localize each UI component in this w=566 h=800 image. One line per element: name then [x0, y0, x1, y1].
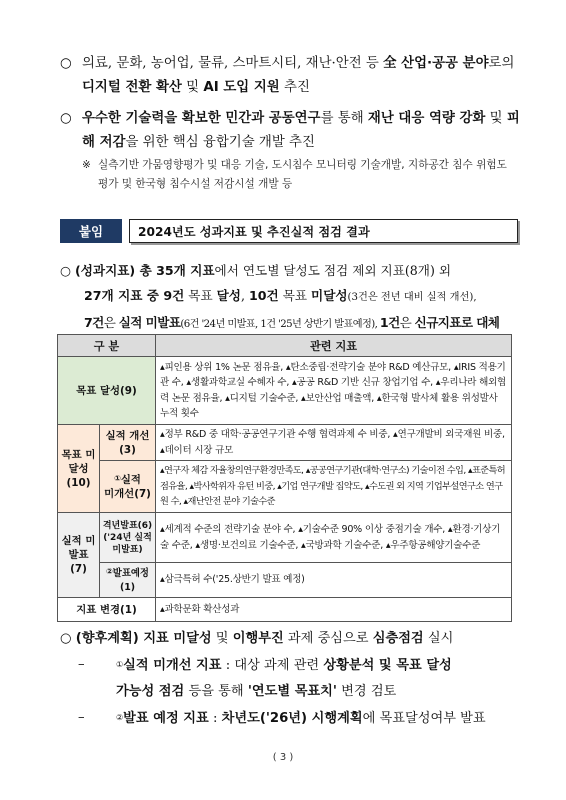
para2-mid2: 및: [485, 111, 507, 126]
table-header-row: [58, 335, 512, 357]
followup-item-2: [60, 705, 522, 732]
appendix-header: [60, 219, 518, 243]
notimproved-label-line1: 실적: [120, 474, 141, 486]
header-indicator: 관련 지표: [156, 335, 512, 357]
summary-total: (성과지표) 총 35개 지표: [75, 263, 215, 278]
unpub24-line3: 미발표): [112, 544, 143, 555]
unpub24-label: [100, 513, 156, 563]
summary-text: 은: [103, 315, 119, 330]
change-label: 지표 변경(1): [58, 598, 156, 622]
notimproved-detail: ▴연구자 체감 자율창의연구환경만족도, ▴공공연구기관(대학·연구소) 기술이전 수입, ▴표준특허 점유율, ▴박사학위자 유턴 비중, ▴기업 연구개발 집약도, ▴수도권 외 지역 기업부설연구소 연구원 수, ▴재난안전 분야 기술수준: [156, 461, 512, 513]
para2-bold3: 피해 저감: [82, 111, 520, 150]
note-text: 실측기반 가뭄영향평가 및 대응 기술, 도시침수 모니터링 기술개발, 지하공간 침수 위험도 평가 및 한국형 침수시설 저감시설 개발 등: [98, 159, 507, 190]
unpub25-label: [100, 563, 156, 598]
para1-mid2: 및: [181, 80, 204, 95]
summary-unpublished: 실적 미발표: [118, 315, 181, 330]
circle-bullet: ○: [60, 56, 72, 71]
followup-item2-title: 발표 예정 지표: [123, 711, 209, 726]
summary-achieved: 달성: [216, 288, 241, 303]
summary-excluded: 에서 연도별 달성도 점검 제외 지표(8개) 외: [214, 263, 452, 278]
followup-deep-check: 심층점검: [372, 631, 424, 646]
circled-number: ②: [116, 713, 124, 722]
table-row: [58, 563, 512, 598]
notimproved-label-line2: 미개선(7): [104, 488, 151, 500]
followup-underperform: 이행부진: [232, 631, 284, 646]
followup-item1-bold: 상황분석 및 목표 달성: [323, 658, 452, 673]
table-row: [58, 461, 512, 513]
circled-number: ①: [114, 474, 121, 483]
missed-label: 목표 미달성 (10): [58, 425, 100, 513]
followup-item2-text: 에 목표달성여부 발표: [362, 711, 486, 726]
improved-detail: ▴정부 R&D 중 대학·공공연구기관 수행 협력과제 수 비중, ▴연구개발비 외국재원 비중, ▴데이터 시장 규모: [156, 425, 512, 461]
table-row: [58, 598, 512, 622]
para2-post: 을 위한 핵심 융합기술 개발 추진: [125, 135, 315, 150]
summary-improved-note: (3건은 전년 대비 실적 개선),: [347, 292, 477, 303]
circle-bullet: ○: [60, 631, 72, 646]
achieved-label: 목표 달성(9): [58, 357, 156, 425]
notimproved-label: [100, 461, 156, 513]
followup-item-1: [60, 652, 522, 705]
circled-number: ①: [116, 660, 124, 669]
header-category: 구 분: [58, 335, 156, 357]
unpub25-detail: ▴삼극특허 수('25.상반기 발표 예정): [156, 563, 512, 598]
summary-count3: 7건: [84, 315, 104, 330]
improved-label: 실적 개선(3): [100, 425, 156, 461]
page-number: ( 3 ): [272, 752, 294, 763]
summary-text: ,: [240, 288, 249, 303]
followup-item1-text: : 대상 과제 관련: [221, 658, 324, 673]
para1-post: 추진: [279, 80, 310, 95]
para2-bold2: 재난 대응 역량 강화: [367, 111, 486, 126]
appendix-title: 2024년도 성과지표 및 추진실적 점검 결과: [129, 219, 518, 243]
unpub24-detail: ▴세계적 수준의 전략기술 분야 수, ▴기술수준 90% 이상 중점기술 개수, ▴환경·기상기술 수준, ▴생명·보건의료 기술수준, ▴국방과학 기술수준, ▴우주항공해양기술수준: [156, 513, 512, 563]
followup-plan-title: (향후계획) 지표 미달성: [75, 631, 212, 646]
para1-mid1: 로의: [488, 56, 515, 71]
table-row: [58, 425, 512, 461]
change-detail: ▴과학문화 확산성과: [156, 598, 512, 622]
followup-item1-target: '연도별 목표치': [247, 684, 337, 699]
paragraph-disaster-research: [60, 107, 520, 155]
unpub24-line1: 격년발표(6): [102, 520, 153, 531]
unpub25-text: 발표예정(1): [112, 568, 149, 593]
summary-missed: 미달성: [311, 288, 348, 303]
followup-text: 실시: [423, 631, 454, 646]
summary-count2: 10건: [248, 288, 279, 303]
unpublished-label: 실적 미발표 (7): [58, 513, 100, 598]
para1-bold1: 全 산업·공공 분야: [383, 56, 489, 71]
performance-summary: [60, 258, 522, 337]
para1-bold2: 디지털 전환 확산: [82, 80, 182, 95]
para1-bold3: AI 도입 지원: [203, 80, 280, 95]
unpub24-line2: ('24년 실적: [103, 532, 152, 543]
summary-text: 은: [399, 315, 415, 330]
followup-item1-text: 등을 통해: [184, 684, 248, 699]
followup-item2-text: :: [208, 711, 222, 726]
dash-bullet: –: [78, 657, 85, 672]
para1-text: 의료, 문화, 농어업, 물류, 스마트시티, 재난·안전 등: [82, 56, 384, 71]
followup-item1-text: 변경 검토: [336, 684, 397, 699]
reference-note: [82, 156, 518, 194]
summary-text: 목표: [278, 288, 312, 303]
note-mark: ※: [82, 159, 91, 171]
summary-count: 27개 지표 중 9건: [84, 288, 185, 303]
followup-item1-bold: 가능성 점검: [116, 684, 185, 699]
follow-up-plan: [60, 626, 522, 732]
para2-bold1: 우수한 기술력을 확보한 민간과 공동연구: [82, 111, 321, 126]
followup-item1-title: 실적 미개선 지표: [123, 658, 222, 673]
followup-text: 과제 중심으로: [283, 631, 373, 646]
followup-text: 및: [211, 631, 233, 646]
summary-text: 목표: [184, 288, 217, 303]
appendix-tag: 붙임: [60, 219, 122, 243]
summary-count4: 1건: [379, 315, 400, 330]
performance-table: [57, 334, 512, 622]
table-row: [58, 513, 512, 563]
summary-replaced: 신규지표로 대체: [414, 315, 500, 330]
para2-mid1: 를 통해: [320, 111, 368, 126]
paragraph-digital-transition: [60, 52, 520, 100]
summary-unpublished-note: (6건 '24년 미발표, 1건 '25년 상반기 발표예정),: [180, 319, 380, 330]
circle-bullet: ○: [60, 263, 71, 278]
achieved-detail: ▴피인용 상위 1% 논문 점유율, ▴탄소중립·전략기술 분야 R&D 예산규모, ▴IRIS 적용기관 수, ▴생활과학교실 수혜자 수, ▴공공 R&D 기반 신규 창업기업 수, ▴우리나라 해외협력 논문 점유율, ▴디지털 기술수준, ▴보안산업 매출액, ▴한국형 발사체 활용 위성발사 누적 횟수: [156, 357, 512, 425]
followup-item2-bold: 차년도('26년) 시행계획: [221, 711, 363, 726]
circled-number: ②: [105, 567, 113, 576]
dash-bullet: –: [78, 710, 85, 725]
circle-bullet: ○: [60, 111, 72, 126]
table-row: [58, 357, 512, 425]
